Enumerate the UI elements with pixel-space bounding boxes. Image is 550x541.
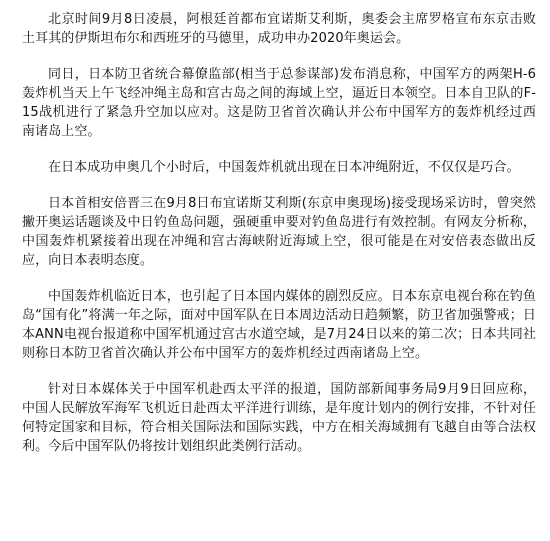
paragraph-abe-statement: 日本首相安倍晋三在9月8日布宜诺斯艾利斯(东京申奥现场)接受现场采访时，曾突然撇开奥运话题谈及中日钓鱼岛问题，强硬重申要对钓鱼岛进行有效控制。有网友分析称，中国轰炸机紧接着出现在冲绳和宫古海峡附近海域上空，很可能是在对安倍表态做出反应，向日本表明态度。 [22,196,536,268]
paragraph-media-reaction: 中国轰炸机临近日本，也引起了日本国内媒体的剧烈反应。日本东京电视台称在钓鱼岛“国有化”将满一年之际，面对中国军队在日本周边活动日趋频繁，防卫省加强警戒；日本ANN电视台报道称中国军机通过宫古水道空域，是7月24日以来的第二次；日本共同社则称日本防卫省首次确认并公布中国军方的轰炸机经过西南诸岛上空。 [22,289,536,361]
paragraph-coincidence: 在日本成功申奥几个小时后，中国轰炸机就出现在日本冲绳附近，不仅仅是巧合。 [48,160,520,175]
paragraph-bomber-report: 同日，日本防卫省统合幕僚监部(相当于总参谋部)发布消息称，中国军方的两架H-6轰炸机当天上午飞经冲绳主岛和宫古岛之间的海域上空，逼近日本领空。日本自卫队的F-15战机进行了紧急升空加以应对。这是防卫省首次确认并公布中国军方的轰炸机经过西南诸岛上空。 [22,67,536,139]
paragraph-defense-ministry-response: 针对日本媒体关于中国军机赴西太平洋的报道，国防部新闻事务局9月9日回应称，中国人民解放军海军飞机近日赴西太平洋进行训练，是年度计划内的例行安排，不针对任何特定国家和目标，符合相关国际法和国际实践，中方在相关海域拥有飞越自由等合法权利。今后中国军队仍将按计划组织此类例行活动。 [22,382,536,454]
paragraph-olympic-announcement: 北京时间9月8日凌晨，阿根廷首都布宜诺斯艾利斯，奥委会主席罗格宣布东京击败土耳其的伊斯坦布尔和西班牙的马德里，成功申办2020年奥运会。 [22,12,536,46]
article-body [22,10,536,456]
